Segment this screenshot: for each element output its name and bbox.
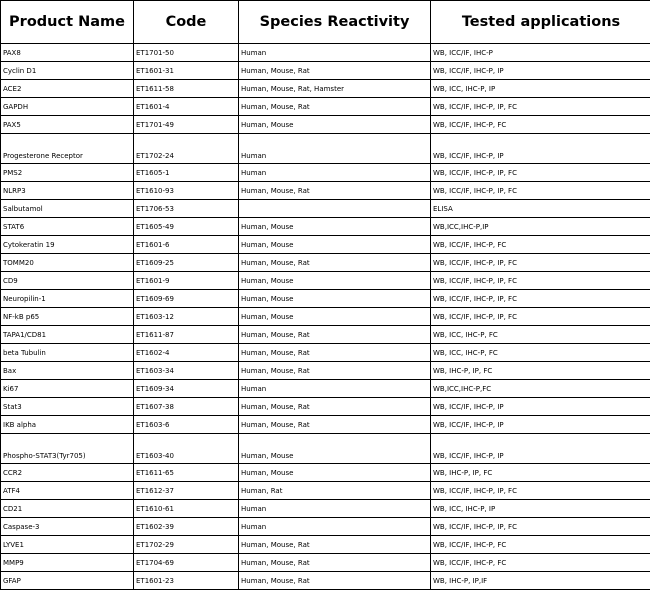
species-cell: Human, Mouse <box>239 290 431 308</box>
product-name-cell: PAX8 <box>1 44 134 62</box>
table-row <box>1 200 650 218</box>
product-name-cell: ATF4 <box>1 482 134 500</box>
table-row <box>1 398 650 416</box>
applications-cell: WB, ICC, IHC-P, IP <box>431 500 650 518</box>
table-row <box>1 536 650 554</box>
code-cell: ET1603-40 <box>134 434 239 464</box>
applications-cell: WB, ICC/IF, IHC-P, IP, FC <box>431 182 650 200</box>
species-cell: Human, Rat <box>239 482 431 500</box>
product-name-cell: TAPA1/CD81 <box>1 326 134 344</box>
species-cell: Human, Mouse, Rat <box>239 416 431 434</box>
species-cell: Human, Mouse, Rat <box>239 398 431 416</box>
species-cell: Human, Mouse, Rat <box>239 362 431 380</box>
product-name-cell: TOMM20 <box>1 254 134 272</box>
applications-cell: WB, IHC-P, IP, FC <box>431 362 650 380</box>
applications-cell: WB,ICC,IHC-P,FC <box>431 380 650 398</box>
product-name-cell: PAX5 <box>1 116 134 134</box>
table-row <box>1 254 650 272</box>
table-row <box>1 434 650 464</box>
species-cell: Human, Mouse <box>239 236 431 254</box>
code-cell: ET1611-87 <box>134 326 239 344</box>
applications-cell: WB, ICC/IF, IHC-P, IP, FC <box>431 164 650 182</box>
code-cell: ET1601-6 <box>134 236 239 254</box>
table-row <box>1 80 650 98</box>
applications-cell: WB, ICC/IF, IHC-P, FC <box>431 536 650 554</box>
table-body <box>1 44 650 590</box>
table-row <box>1 554 650 572</box>
code-cell: ET1701-49 <box>134 116 239 134</box>
applications-cell: WB, IHC-P, IP,IF <box>431 572 650 590</box>
code-cell: ET1603-12 <box>134 308 239 326</box>
species-cell: Human, Mouse, Rat <box>239 572 431 590</box>
product-name-cell: IKB alpha <box>1 416 134 434</box>
applications-cell: WB, ICC/IF, IHC-P, IP, FC <box>431 290 650 308</box>
species-cell: Human, Mouse, Rat <box>239 344 431 362</box>
species-cell: Human, Mouse, Rat <box>239 98 431 116</box>
code-cell: ET1605-1 <box>134 164 239 182</box>
applications-cell: WB, ICC/IF, IHC-P, IP, FC <box>431 98 650 116</box>
applications-cell: WB, ICC/IF, IHC-P, IP, FC <box>431 482 650 500</box>
product-name-cell: Progesterone Receptor <box>1 134 134 164</box>
table-row <box>1 236 650 254</box>
product-name-cell: GFAP <box>1 572 134 590</box>
applications-cell: WB, IHC-P, IP, FC <box>431 464 650 482</box>
code-cell: ET1610-93 <box>134 182 239 200</box>
product-name-cell: Cyclin D1 <box>1 62 134 80</box>
table-row <box>1 218 650 236</box>
species-cell: Human, Mouse, Rat <box>239 536 431 554</box>
code-cell: ET1702-24 <box>134 134 239 164</box>
code-cell: ET1609-69 <box>134 290 239 308</box>
species-cell: Human <box>239 500 431 518</box>
product-name-cell: Cytokeratin 19 <box>1 236 134 254</box>
table-row <box>1 134 650 164</box>
product-name-cell: NF-kB p65 <box>1 308 134 326</box>
species-cell: Human, Mouse, Rat <box>239 554 431 572</box>
species-cell: Human, Mouse <box>239 464 431 482</box>
product-name-cell: beta Tubulin <box>1 344 134 362</box>
code-cell: ET1611-58 <box>134 80 239 98</box>
product-name-cell: CD21 <box>1 500 134 518</box>
applications-cell: WB, ICC/IF, IHC-P, FC <box>431 116 650 134</box>
table-row <box>1 290 650 308</box>
code-cell: ET1607-38 <box>134 398 239 416</box>
applications-cell: WB, ICC/IF, IHC-P <box>431 44 650 62</box>
product-name-cell: Stat3 <box>1 398 134 416</box>
header-tested-applications: Tested applications <box>431 1 650 44</box>
table-row <box>1 416 650 434</box>
table-row <box>1 116 650 134</box>
species-cell: Human <box>239 380 431 398</box>
product-name-cell: GAPDH <box>1 98 134 116</box>
code-cell: ET1601-23 <box>134 572 239 590</box>
table-row <box>1 98 650 116</box>
product-name-cell: PMS2 <box>1 164 134 182</box>
species-cell: Human, Mouse, Rat <box>239 326 431 344</box>
applications-cell: WB, ICC/IF, IHC-P, IP, FC <box>431 254 650 272</box>
header-species-reactivity: Species Reactivity <box>239 1 431 44</box>
code-cell: ET1706-53 <box>134 200 239 218</box>
table-row <box>1 344 650 362</box>
code-cell: ET1601-9 <box>134 272 239 290</box>
species-cell: Human <box>239 518 431 536</box>
code-cell: ET1704-69 <box>134 554 239 572</box>
table-row <box>1 518 650 536</box>
species-cell: Human, Mouse <box>239 116 431 134</box>
table-row <box>1 482 650 500</box>
table-row <box>1 326 650 344</box>
species-cell: Human, Mouse <box>239 434 431 464</box>
applications-cell: WB, ICC/IF, IHC-P, IP, FC <box>431 308 650 326</box>
applications-cell: WB, ICC/IF, IHC-P, IP <box>431 416 650 434</box>
applications-cell: WB, ICC, IHC-P, IP <box>431 80 650 98</box>
table-row <box>1 272 650 290</box>
code-cell: ET1609-25 <box>134 254 239 272</box>
applications-cell: WB, ICC/IF, IHC-P, IP <box>431 134 650 164</box>
species-cell: Human, Mouse, Rat <box>239 182 431 200</box>
code-cell: ET1601-4 <box>134 98 239 116</box>
table-row <box>1 182 650 200</box>
applications-cell: WB, ICC/IF, IHC-P, IP <box>431 62 650 80</box>
product-name-cell: CD9 <box>1 272 134 290</box>
applications-cell: WB, ICC/IF, IHC-P, FC <box>431 236 650 254</box>
code-cell: ET1602-39 <box>134 518 239 536</box>
applications-cell: WB, ICC, IHC-P, FC <box>431 344 650 362</box>
product-name-cell: Bax <box>1 362 134 380</box>
product-name-cell: LYVE1 <box>1 536 134 554</box>
species-cell: Human <box>239 44 431 62</box>
species-cell: Human, Mouse <box>239 272 431 290</box>
applications-cell: WB, ICC/IF, IHC-P, IP <box>431 434 650 464</box>
product-name-cell: STAT6 <box>1 218 134 236</box>
code-cell: ET1701-50 <box>134 44 239 62</box>
product-name-cell: Phospho-STAT3(Tyr705) <box>1 434 134 464</box>
table-row <box>1 500 650 518</box>
applications-cell: WB, ICC/IF, IHC-P, IP <box>431 398 650 416</box>
product-name-cell: NLRP3 <box>1 182 134 200</box>
product-name-cell: Salbutamol <box>1 200 134 218</box>
species-cell: Human, Mouse <box>239 308 431 326</box>
product-name-cell: Caspase-3 <box>1 518 134 536</box>
table-row <box>1 44 650 62</box>
table-row <box>1 362 650 380</box>
code-cell: ET1612-37 <box>134 482 239 500</box>
code-cell: ET1603-6 <box>134 416 239 434</box>
code-cell: ET1605-49 <box>134 218 239 236</box>
code-cell: ET1702-29 <box>134 536 239 554</box>
applications-cell: ELISA <box>431 200 650 218</box>
species-cell: Human, Mouse <box>239 218 431 236</box>
table-row <box>1 164 650 182</box>
header-row <box>1 1 650 44</box>
product-name-cell: CCR2 <box>1 464 134 482</box>
header-product-name: Product Name <box>1 1 134 44</box>
code-cell: ET1602-4 <box>134 344 239 362</box>
species-cell: Human, Mouse, Rat, Hamster <box>239 80 431 98</box>
header-code: Code <box>134 1 239 44</box>
table-row <box>1 62 650 80</box>
applications-cell: WB, ICC/IF, IHC-P, FC <box>431 554 650 572</box>
product-name-cell: ACE2 <box>1 80 134 98</box>
table-row <box>1 308 650 326</box>
species-cell: Human <box>239 164 431 182</box>
table-row <box>1 380 650 398</box>
species-cell: Human, Mouse, Rat <box>239 62 431 80</box>
applications-cell: WB, ICC/IF, IHC-P, IP, FC <box>431 518 650 536</box>
code-cell: ET1611-65 <box>134 464 239 482</box>
applications-cell: WB,ICC,IHC-P,IP <box>431 218 650 236</box>
table-row <box>1 464 650 482</box>
product-name-cell: MMP9 <box>1 554 134 572</box>
code-cell: ET1601-31 <box>134 62 239 80</box>
species-cell: Human <box>239 134 431 164</box>
species-cell <box>239 200 431 218</box>
product-name-cell: Ki67 <box>1 380 134 398</box>
code-cell: ET1603-34 <box>134 362 239 380</box>
product-name-cell: Neuropilin-1 <box>1 290 134 308</box>
species-cell: Human, Mouse, Rat <box>239 254 431 272</box>
code-cell: ET1610-61 <box>134 500 239 518</box>
applications-cell: WB, ICC, IHC-P, FC <box>431 326 650 344</box>
code-cell: ET1609-34 <box>134 380 239 398</box>
applications-cell: WB, ICC/IF, IHC-P, IP, FC <box>431 272 650 290</box>
